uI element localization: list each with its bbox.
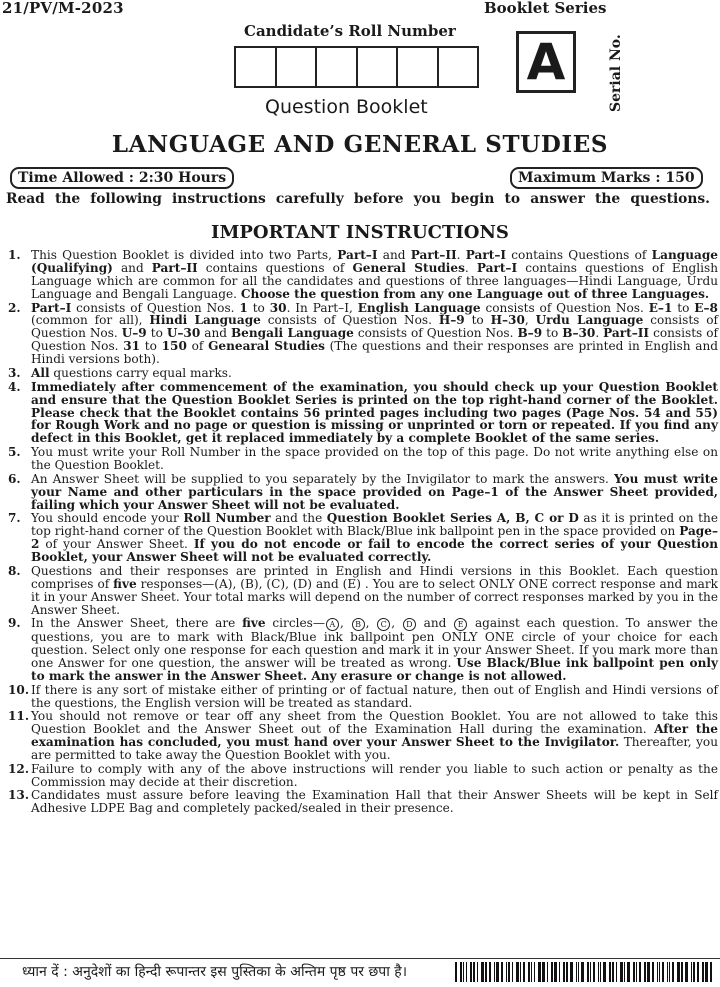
instruction-text: questions carry equal marks. [49,365,232,380]
barcode-bar [578,962,579,982]
instruction-text: to [542,326,563,341]
barcode-bar [616,962,617,982]
instruction-number: 7. [8,511,21,526]
instruction-text: Choose the question from any one Language out of three Languages. [240,286,710,301]
instruction-text: consists of Question Nos. [353,326,518,341]
barcode-bar [612,962,614,982]
instruction-item [8,789,718,815]
barcode-bar [551,962,553,982]
instruction-item [8,381,718,446]
instruction-number: 2. [8,300,21,315]
instruction-item [8,302,718,367]
instruction-text: against each question. To answer the questions, you are to mark with Black/Blue ink ballpoint pen ONLY ONE circle of your choice for each question. Select only one response for each question and mark it in your Answer Sheet. If you mark more than one Answer for one question, the answer will be treated as wrong. [31,616,718,671]
instruction-text: to [247,300,270,315]
instruction-number: 11. [8,709,30,724]
instruction-text: Urdu Language [535,313,644,328]
barcode-bar [600,962,601,982]
instruction-text: consists of Question Nos. [31,326,718,354]
barcode-bar [603,962,606,982]
barcode-bar [506,962,507,982]
instruction-text: (The questions and their responses are printed in English and Hindi versions both). [31,339,719,367]
instruction-text: Question Booklet Series A, B, C or D [326,511,579,526]
answer-circle-a: A [326,618,339,631]
instruction-text: , [391,616,402,631]
instruction-text: E–8 [694,300,718,315]
barcode-bar [647,962,650,982]
instruction-text: , [365,616,377,631]
instruction-text: and [377,248,411,262]
instruction-text: Language (Qualifying) [31,248,718,275]
barcode-bar [481,962,484,982]
instructions-list [8,249,718,816]
instruction-number: 4. [8,379,21,394]
instruction-text: You must write your Name and other particulars in the space provided on Page–1 of the Answer Sheet provided, failing which your Answer Sheet will not be evaluated. [31,471,718,512]
barcode-bar [494,962,495,982]
barcode-bar [547,962,548,982]
instruction-text: Part–I [337,248,378,262]
footer-divider [0,958,720,959]
instruction-text: consists of Question Nos. [260,313,439,328]
barcode-bar [559,962,560,982]
barcode-bar [528,962,530,982]
instruction-text: Part–II [410,248,457,262]
instruction-text: five [113,576,137,591]
instruction-text: This Question Booklet is divided into two Parts, [31,248,338,262]
barcode-bar [463,962,464,982]
barcode-bar [516,962,519,982]
instructions-heading: IMPORTANT INSTRUCTIONS [211,222,509,243]
barcode-bar [627,962,630,982]
instruction-text: B–30 [562,326,596,341]
read-instructions-line: Read the following instructions carefully before you begin to answer the questions. [6,191,710,207]
instruction-text: After the examination has concluded, you must hand over your Answer Sheet to the Invigilator. [31,722,718,750]
answer-circle-e: E [454,618,467,631]
barcode-bar [636,962,637,982]
instruction-item [8,249,718,301]
barcode-bar [639,962,641,982]
instruction-text: Roll Number [183,511,271,526]
barcode-bar [693,962,695,982]
barcode-bar [581,962,584,982]
barcode-bar [702,962,704,982]
barcode-bar [460,962,462,982]
barcode [455,962,713,982]
instruction-item [8,565,718,617]
instruction-item [8,684,718,710]
instruction-text: Part–I [31,300,72,315]
instruction-number: 12. [8,761,30,776]
instruction-text: Bengali Language [230,326,354,341]
instruction-text: Hindi Language [149,313,261,328]
barcode-bar [598,962,599,982]
instruction-text: If you do not encode or fail to encode the correct series of your Question Booklet, your Answer Sheet will not be evaluated correctly. [31,537,719,565]
instruction-text: Part–II [151,260,198,275]
instruction-text: and [112,260,152,275]
barcode-bar [455,962,457,982]
roll-digit-box [317,48,358,86]
instruction-text: contains Questions of [506,248,652,262]
roll-digit-box [236,48,277,86]
instruction-number: 5. [8,445,21,460]
instruction-text: Part–II [603,326,650,341]
instruction-number: 9. [8,616,21,631]
instruction-item [8,763,718,789]
instruction-text: E–1 [648,300,673,315]
barcode-bar [590,962,591,982]
barcode-bar [685,962,688,982]
barcode-bar [576,962,577,982]
barcode-bar [554,962,557,982]
instruction-text: (common for all), [31,313,150,328]
instruction-text: You must write your Roll Number in the space provided on the top of this page. Do not write anything else on the Question Booklet. [31,445,718,472]
instruction-text: 150 [161,339,187,354]
instruction-text: to [140,339,162,354]
barcode-bar [542,962,545,982]
instruction-item [8,367,718,380]
serial-no-label: Serial No. [608,34,624,112]
instruction-text: of your Answer Sheet. [39,537,194,552]
barcode-bar [657,962,658,982]
instruction-text: Questions and their responses are printed in English and Hindi versions in this Booklet. Each question comprises of [31,563,718,591]
instruction-text: , [524,313,536,328]
instruction-text: General Studies [352,260,465,275]
instruction-text: as it is printed on the top right-hand corner of the Question Booklet with Black/Blue ink ballpoint pen in the space provided on [31,511,718,539]
barcode-bar [652,962,654,982]
roll-digit-box [358,48,399,86]
instruction-text: In the Answer Sheet, there are [31,616,243,631]
barcode-bar [677,962,680,982]
instruction-number: 1. [8,248,21,262]
barcode-bar [659,962,660,982]
instruction-text: Part–I [476,260,518,275]
instruction-text: contains questions of [197,260,353,275]
time-allowed-badge: Time Allowed : 2:30 Hours [10,167,234,189]
barcode-bar [691,962,692,982]
instruction-text: 30 [269,300,287,315]
instruction-text: H–30 [490,313,525,328]
barcode-bar [681,962,683,982]
barcode-bar [501,962,503,982]
answer-circle-d: D [403,618,416,631]
barcode-bar [531,962,532,982]
barcode-bar [570,962,573,982]
answer-circle-c: C [377,618,390,631]
max-marks-badge: Maximum Marks : 150 [510,167,703,189]
barcode-bar [620,962,623,982]
instruction-text: Candidates must assure before leaving the Examination Hall that their Answer Sheets will be kept in Self Adhesive LDPE Bag and completely packed/sealed in their presence. [31,788,718,816]
instruction-text: You should not remove or tear off any sheet from the Question Booklet. You are not allowed to take this Question Booklet and the Answer Sheet out of the Examination Hall during the examination. [31,709,718,737]
barcode-bar [672,962,674,982]
roll-digit-box [439,48,478,86]
barcode-bar [644,962,646,982]
instruction-text: five [242,616,266,631]
instruction-item [8,710,718,762]
page-title: LANGUAGE AND GENERAL STUDIES [111,131,609,158]
roll-digit-box [398,48,439,86]
instruction-item [8,446,718,472]
barcode-bar [667,962,668,982]
instruction-text: consists of Question Nos. [480,300,649,315]
barcode-bar [633,962,635,982]
instruction-text: U–9 [121,326,147,341]
instruction-text: All [31,365,50,380]
booklet-series-label: Booklet Series [484,0,607,17]
barcode-bar [697,962,699,982]
roll-number-boxes [234,46,479,88]
instruction-text: circles— [265,616,325,631]
barcode-bar [520,962,521,982]
instruction-text: , [339,616,351,631]
instruction-text: and the [270,511,327,526]
instruction-text: and [416,616,454,631]
instruction-number: 8. [8,563,21,578]
instruction-item [8,473,718,512]
barcode-bar [534,962,535,982]
instruction-text: responses—(A), (B), (C), (D) and (E) . You are to select ONLY ONE correct response and mark it in your Answer Sheet. Your total marks will depend on the number of correct responses marked by you in the Answer Sheet. [31,576,718,617]
instruction-text: B–9 [517,326,543,341]
instruction-number: 13. [8,788,30,803]
instruction-text: You should encode your [31,511,184,526]
instruction-text: If there is any sort of mistake either of printing or of factual nature, then out of English and Hindi versions of the questions, the English version will be treated as standard. [31,682,718,710]
instruction-text: 31 [123,339,141,354]
barcode-bar [587,962,589,982]
barcode-bar [523,962,525,982]
instruction-text: . In Part–I, [286,300,358,315]
barcode-bar [489,962,491,982]
barcode-bar [470,962,472,982]
barcode-bar [496,962,499,982]
barcode-bar [563,962,565,982]
hindi-footer-note: ध्यान दें : अनुदेशों का हिन्दी रूपान्तर इस पुस्तिका के अन्तिम पृष्ठ पर छपा है। [22,964,408,980]
instruction-text: Failure to comply with any of the above instructions will render you liable to such action or penalty as the Commission may decide at their discretion. [31,761,718,789]
barcode-bar [466,962,467,982]
barcode-bar [669,962,670,982]
barcode-bar [538,962,541,982]
instruction-number: 10. [8,682,30,697]
instruction-text: and [200,326,231,341]
instruction-text: U–30 [166,326,201,341]
instruction-text: consists of Question Nos. [31,313,718,341]
instruction-text: . [464,260,477,275]
barcode-bar [566,962,568,982]
barcode-bar [710,962,712,982]
barcode-bar [477,962,478,982]
instruction-text: to [672,300,695,315]
instruction-text: consists of Question Nos. [71,300,240,315]
instruction-text: Part–I [465,248,507,262]
instruction-number: 6. [8,471,21,486]
instruction-text: to [464,313,491,328]
instruction-text: Genearal Studies [208,339,325,354]
roll-number-label: Candidate’s Roll Number [244,22,456,40]
instruction-item [8,617,718,683]
series-letter-box: A [516,31,576,93]
barcode-bar [624,962,625,982]
instruction-text: . [595,326,604,341]
instruction-text: of [186,339,209,354]
instruction-text: Use Black/Blue ink ballpoint pen only to mark the answer in the Answer Sheet. Any erasure or change is not allowed. [31,656,718,684]
instruction-text: Thereafter, you are permitted to take away the Question Booklet with you. [31,735,718,763]
answer-circle-b: B [352,618,365,631]
instruction-text: contains questions of English Language which are common for all the candidates and questions of three languages—Hindi Language, Urdu Language and Bengali Language. [31,260,718,301]
barcode-bar [609,962,611,982]
barcode-bar [485,962,487,982]
instruction-text: Immediately after commencement of the examination, you should check up your Question Booklet and ensure that the Question Booklet Series is printed on the top right-hand corner of the Booklet. Please check that the Booklet contains 56 printed pages including two pages (Page Nos. 54 and 55) for Rough Work and no page or question is missing or unprinted or torn or repeated. If you find any defect in this Booklet, get it replaced immediately by a complete Booklet of the same series. [31,379,718,446]
instruction-number: 3. [8,365,21,380]
instruction-text: to [146,326,167,341]
instruction-text: Page–2 [31,524,718,552]
instruction-item [8,512,718,564]
instruction-text: . [456,248,466,262]
barcode-bar [512,962,513,982]
instruction-text: English Language [357,300,481,315]
paper-code: 21/PV/M-2023 [2,0,124,17]
instruction-text: An Answer Sheet will be supplied to you separately by the Invigilator to mark the answers. [31,471,614,486]
barcode-bar [593,962,595,982]
instruction-text: 1 [239,300,248,315]
barcode-bar [508,962,510,982]
barcode-bar [705,962,708,982]
barcode-bar [473,962,475,982]
barcode-bar [662,962,664,982]
booklet-title: Question Booklet [265,96,428,118]
roll-digit-box [277,48,318,86]
instruction-text: H–9 [438,313,465,328]
